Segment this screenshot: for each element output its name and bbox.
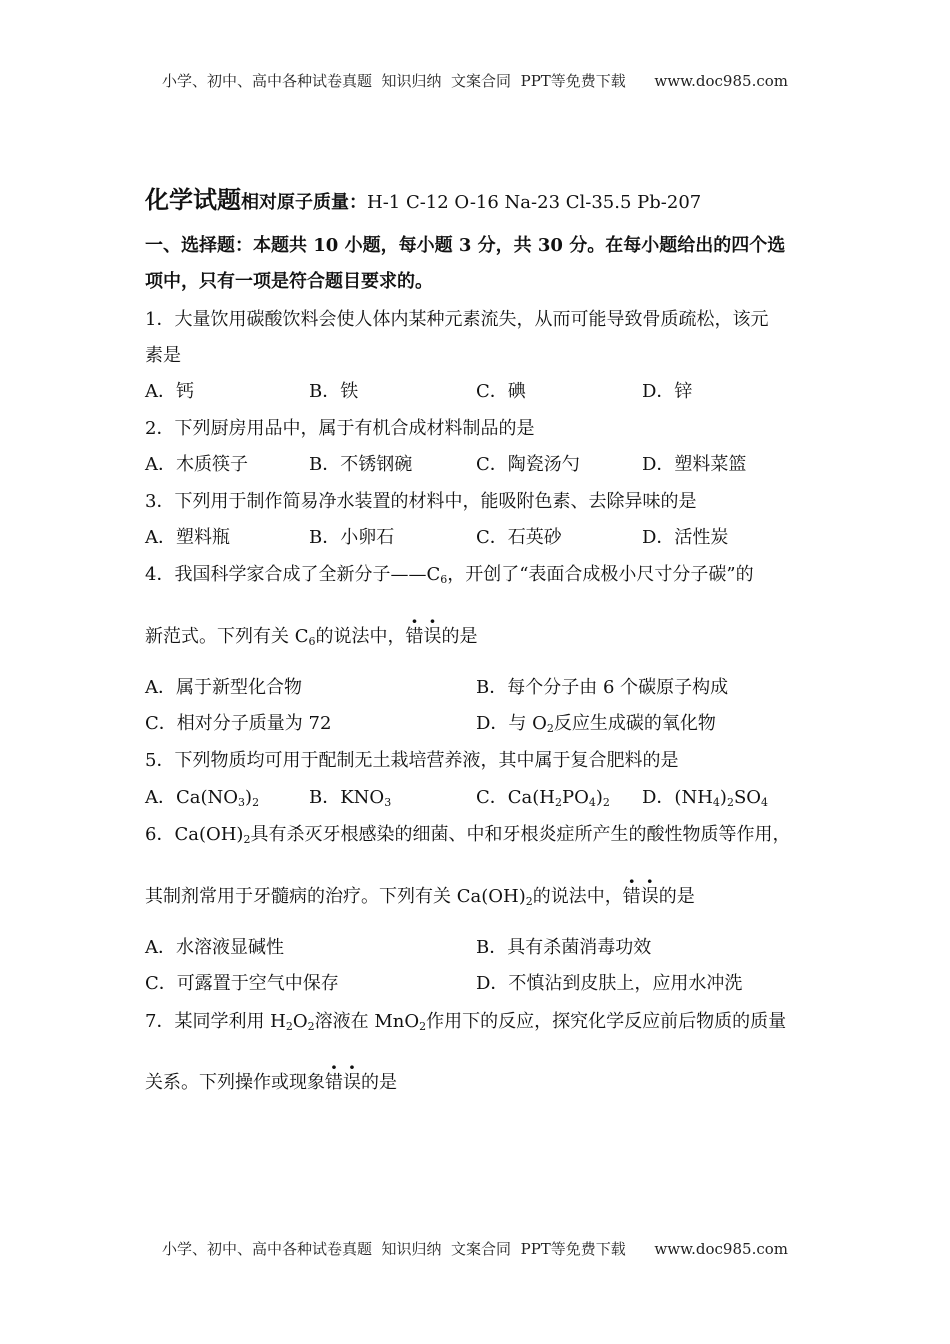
q1-option-b: B．铁 bbox=[309, 381, 359, 402]
q4-stem-line1: 4．我国科学家合成了全新分子$——C_6$，开创了“表面合成极小尺寸分子碳”的 bbox=[145, 564, 754, 586]
emphasis-dot-char: 误 bbox=[343, 1072, 361, 1093]
page-header: 小学、初中、高中各种试卷真题 知识归纳 文案合同 PPT等免费下载 www.doc985.com bbox=[161, 72, 788, 90]
q5-option-a: A．$Ca(NO_3)_2$ bbox=[145, 787, 260, 809]
q6-option-d: D．不慎沾到皮肤上，应用水冲洗 bbox=[476, 973, 743, 994]
atomic-mass-values: H-1 C-12 O-16 Na-23 Cl-35.5 Pb-207 bbox=[367, 192, 702, 213]
emphasis-dot-char: 错 bbox=[325, 1072, 343, 1093]
q6-option-a: A．水溶液显碱性 bbox=[145, 937, 284, 958]
page-footer: 小学、初中、高中各种试卷真题 知识归纳 文案合同 PPT等免费下载 www.doc985.com bbox=[161, 1240, 788, 1258]
q3-option-d: D．活性炭 bbox=[642, 527, 729, 548]
q4-stem-line2: 新范式。下列有关 $C_6$的说法中，错误的是 bbox=[145, 626, 478, 648]
exam-title bbox=[145, 180, 701, 215]
q7-stem-line1: 7．某同学利用 $H_2O_2$溶液在 MnO$_2$作用下的反应，探究化学反应前后物质的质量 bbox=[145, 1011, 787, 1033]
q2-option-b: B．不锈钢碗 bbox=[309, 454, 413, 475]
q1-stem-line2: 素是 bbox=[145, 345, 181, 366]
emphasis-dot-char: 错 bbox=[622, 886, 641, 907]
title-main: 化学试题 bbox=[145, 185, 241, 214]
q6-stem-line1: 6．$Ca(OH)_2$具有杀灭牙根感染的细菌、中和牙根炎症所产生的酸性物质等作用， bbox=[145, 824, 791, 846]
q1-option-a: A．钙 bbox=[145, 381, 194, 402]
q3-option-a: A．塑料瓶 bbox=[145, 527, 230, 548]
q5-option-c: C．$Ca(H_2PO_4)_2$ bbox=[476, 787, 610, 809]
q5-option-d: D．$(NH_4)_2SO_4$ bbox=[642, 787, 769, 809]
q2-option-c: C．陶瓷汤勺 bbox=[476, 454, 580, 475]
q4-option-b: B．每个分子由 6 个碳原子构成 bbox=[476, 677, 729, 698]
q3-stem: 3．下列用于制作简易净水装置的材料中，能吸附色素、去除异味的是 bbox=[145, 491, 697, 512]
q3-option-b: B．小卵石 bbox=[309, 527, 395, 548]
q4-option-d: D．与 $O_2$反应生成碳的氧化物 bbox=[476, 713, 716, 735]
q4-option-a: A．属于新型化合物 bbox=[145, 677, 302, 698]
q7-stem-line2: 关系。下列操作或现象错误的是 bbox=[145, 1072, 397, 1093]
q4-option-c: C．相对分子质量为 72 bbox=[145, 713, 332, 734]
q6-stem-line2: 其制剂常用于牙髓病的治疗。下列有关 $Ca(OH)_2$的说法中，错误的是 bbox=[145, 886, 695, 908]
q6-option-b: B．具有杀菌消毒功效 bbox=[476, 937, 652, 958]
q1-option-d: D．锌 bbox=[642, 381, 693, 402]
atomic-mass-label: 相对原子质量： bbox=[241, 192, 367, 213]
section-heading-line1: 一、选择题：本题共 10 小题，每小题 3 分，共 30 分。在每小题给出的四个选 bbox=[145, 235, 786, 256]
q2-stem: 2．下列厨房用品中，属于有机合成材料制品的是 bbox=[145, 418, 535, 439]
q5-stem: 5．下列物质均可用于配制无土栽培营养液，其中属于复合肥料的是 bbox=[145, 750, 679, 771]
q6-option-c: C．可露置于空气中保存 bbox=[145, 973, 339, 994]
q3-option-c: C．石英砂 bbox=[476, 527, 562, 548]
emphasis-dot-char: 误 bbox=[640, 886, 659, 907]
section-heading-line2: 项中，只有一项是符合题目要求的。 bbox=[145, 271, 433, 292]
q1-stem-line1: 1．大量饮用碳酸饮料会使人体内某种元素流失，从而可能导致骨质疏松，该元 bbox=[145, 309, 769, 330]
emphasis-dot-char: 错 bbox=[405, 626, 424, 647]
emphasis-dot-char: 误 bbox=[423, 626, 442, 647]
q1-option-c: C．碘 bbox=[476, 381, 526, 402]
q2-option-d: D．塑料菜篮 bbox=[642, 454, 747, 475]
q2-option-a: A．木质筷子 bbox=[145, 454, 248, 475]
q5-option-b: B．$KNO_3$ bbox=[309, 787, 392, 809]
